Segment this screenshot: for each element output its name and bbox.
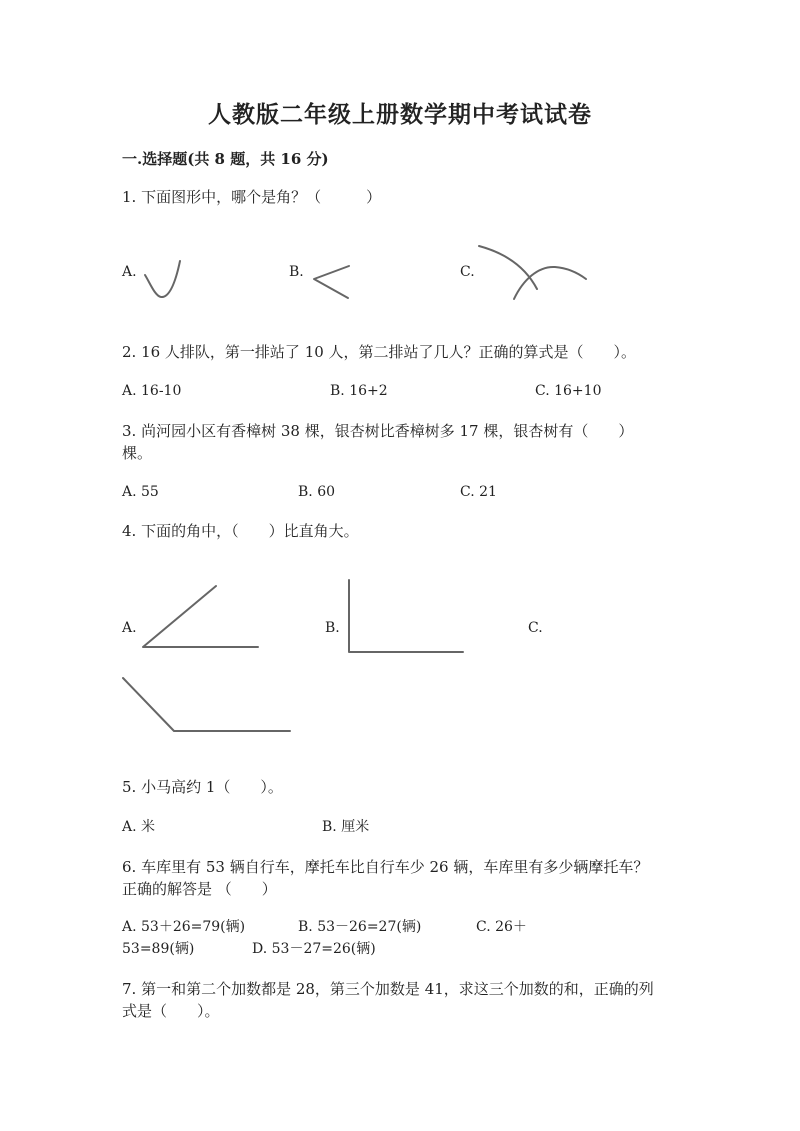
question-4-text: 4. 下面的角中，（ ）比直角大。 (122, 522, 359, 540)
question-1-option-c: C. (460, 264, 475, 280)
question-7-text-line2: 式是（ ）。 (122, 1002, 220, 1020)
question-3-text-line1: 3. 尚河园小区有香樟树 38 棵，银杏树比香樟树多 17 棵，银杏树有（ ） (122, 422, 634, 440)
question-5-option-b: B. 厘米 (322, 819, 370, 835)
question-6-option-a: A. 53＋26=79(辆) (122, 919, 246, 935)
question-6-option-d: D. 53－27=26(辆) (252, 941, 376, 957)
question-6-text-line2: 正确的解答是 （ ） (122, 880, 277, 898)
question-3-option-b: B. 60 (298, 484, 336, 500)
question-4-option-a: A. (122, 620, 137, 636)
question-2-text: 2. 16 人排队，第一排站了 10 人，第二排站了几人？正确的算式是（ ）。 (122, 343, 637, 361)
question-5-text: 5. 小马高约 1（ ）。 (122, 778, 283, 796)
question-3-text-line2: 棵。 (122, 444, 153, 462)
page-title: 人教版二年级上册数学期中考试试卷 (208, 101, 592, 128)
question-1-option-b: B. (289, 264, 304, 280)
question-3-option-c: C. 21 (460, 484, 497, 500)
question-6-option-c: C. 26＋ (476, 919, 527, 935)
question-2-option-c: C. 16+10 (535, 383, 602, 399)
question-6-option-b: B. 53－26=27(辆) (298, 919, 422, 935)
question-6-text-line1: 6. 车库里有 53 辆自行车，摩托车比自行车少 26 辆，车库里有多少辆摩托车？ (122, 858, 649, 876)
question-1-text: 1. 下面图形中，哪个是角？（ ） (122, 188, 382, 206)
question-1-option-a: A. (122, 264, 137, 280)
question-2-option-a: A. 16-10 (122, 383, 182, 399)
question-3-option-a: A. 55 (122, 484, 159, 500)
question-6-option-c-continued: 53=89(辆) (122, 941, 195, 957)
question-4-option-c: C. (528, 620, 543, 636)
question-7-text-line1: 7. 第一和第二个加数都是 28，第三个加数是 41，求这三个加数的和，正确的列 (122, 980, 654, 998)
question-2-option-b: B. 16+2 (330, 383, 388, 399)
question-4-option-b: B. (325, 620, 340, 636)
section-heading: 一.选择题(共 8 题，共 16 分) (122, 150, 329, 168)
question-5-option-a: A. 米 (122, 819, 156, 835)
